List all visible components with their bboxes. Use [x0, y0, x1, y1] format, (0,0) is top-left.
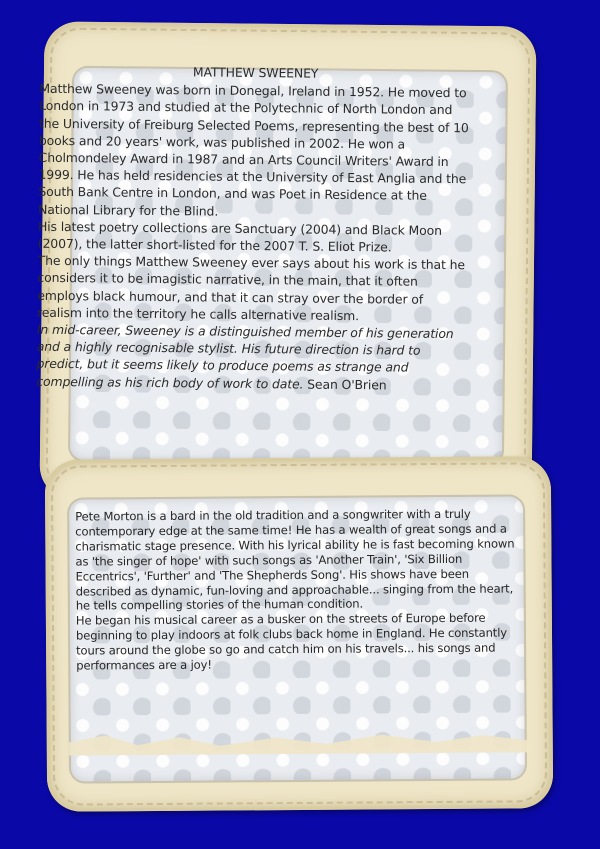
morton-paragraph-2: He began his musical career as a busker on the streets of Europe before beginning to play indoors at folk clubs back home in England. He constantly tours around the globe so go and catch him on his travels... his songs and performances are a joy!: [75, 611, 508, 673]
quote-author: Sean O'Brien: [307, 376, 387, 393]
bio-paragraph-3: The only things Matthew Sweeney ever says about his work is that he considers it to be imagistic narrative, in the main, that it often employs black humour, and that it can stray over the border of realism into the territory he calls alternative realism.: [37, 252, 466, 323]
bio-paragraph-1: Matthew Sweeney was born in Donegal, Ireland in 1952. He moved to London in 1973 and studied at the Polytechnic of North London and the University of Freiburg Selected Poems, representing the best of 10 books and 20 years' work, was published in 2002. He won a Cholmondeley Award in 1987 and an Arts Council Writers' Award in 1999. He has held residencies at the University of East Anglia and the South Bank Centre in London, and was Poet in Residence at the National Library for the Blind.: [38, 80, 469, 219]
bottom-card: [45, 456, 553, 812]
bio-title: MATTHEW SWEENEY: [192, 64, 319, 81]
bio-quote: In mid-career, Sweeney is a distinguished member of his generation and a highly recognisable stylist. His future direction is hard to predict, but it seems likely to produce poems as strange and compelling as his rich body of work to date.: [36, 321, 454, 392]
bio-paragraph-2: His latest poetry collections are Sanctuary (2004) and Black Moon (2007), the latter short-listed for the 2007 T. S. Eliot Prize.: [37, 218, 442, 255]
pete-morton-bio: [75, 506, 522, 673]
bio-quote-block: [36, 321, 469, 394]
matthew-sweeney-bio: [36, 62, 471, 394]
morton-paragraph-1: Pete Morton is a bard in the old tradition and a songwriter with a truly contemporary edge at the same time! He has a wealth of great songs and a charismatic stage presence. With his lyrical ability he is fast becoming known as 'the singer of hope' with such songs as 'Another Train', 'Six Billion Eccentrics', 'Further' and 'The Shepherds Song'. His shows have been described as dynamic, fun-loving and approachable... singing from the heart, he tells compelling stories of the human condition.: [75, 506, 515, 613]
